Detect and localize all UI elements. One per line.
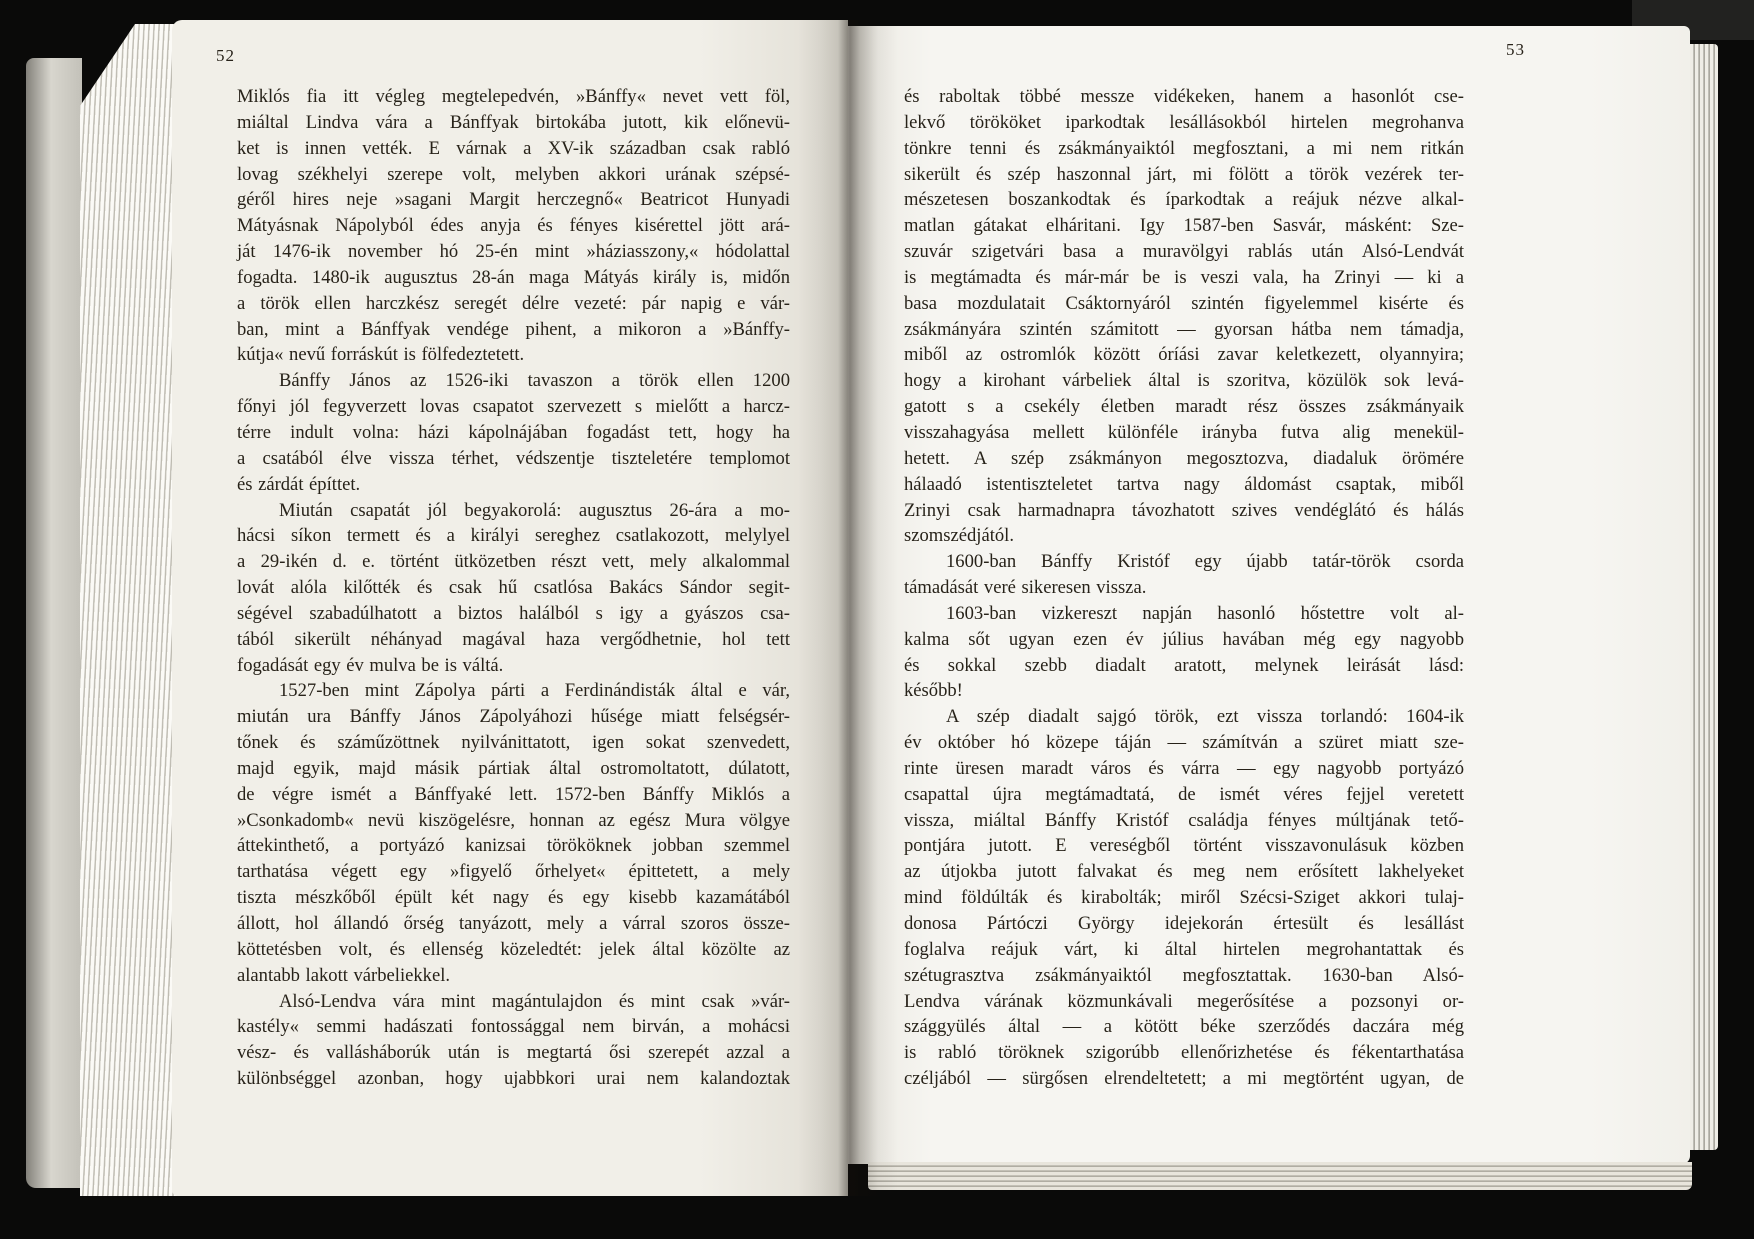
text-line: ségével szabadúlhatott a biztos halálból s igy a gyászos csa-: [237, 602, 790, 624]
right-page-number: 53: [1506, 40, 1525, 59]
text-line: 1603-ban vizkereszt napján hasonló hőstettre volt al-: [946, 602, 1464, 624]
text-line: Miután csapatát jól begyakorolá: augusztus 26-ára a mo-: [279, 499, 790, 521]
left-page-number: 52: [216, 46, 235, 65]
text-line: lovag székhelyi szerepe volt, melyben akkori urának szépsé-: [237, 163, 790, 185]
text-line: 1527-ben mint Zápolya párti a Ferdinándisták által e vár,: [279, 680, 790, 702]
text-line: a török ellen harczkész seregét délre vezeté: pár napig e vár-: [237, 292, 790, 314]
text-line: de végre ismét a Bánffyaké lett. 1572-ben Bánffy Miklós a: [237, 783, 790, 805]
text-line: zsákmányára szintén számitott — gyorsan hátba nem támadja,: [904, 318, 1464, 340]
text-line: hetett. A szép zsákmányon megosztozva, diadaluk örömére: [904, 447, 1464, 469]
text-line: Mátyásnak Nápolyból édes anyja és fényes kisérettel jött ará-: [237, 215, 790, 237]
text-line: rinte üresen maradt város és várra — egy nagyobb portyázó: [904, 757, 1464, 779]
text-line: Zrinyi csak harmadnapra távozhatott szives vendéglátó és hálás: [904, 499, 1464, 521]
text-line: miből az ostromlók között óríási zavar keletkezett, olyannyira;: [904, 344, 1464, 366]
right-page-text: [904, 84, 1464, 1092]
text-line: főnyi jól fegyverzett lovas csapatot szervezett s mielőtt a harcz-: [237, 396, 790, 418]
text-line: foglalva reájuk várt, ki által hirtelen megrohantattak és: [904, 938, 1464, 960]
text-line: és sokkal szebb diadalt aratott, melynek leirását lásd:: [904, 654, 1464, 676]
text-line: hácsi síkon termett és a királyi sereghez csatlakozott, melylyel: [237, 525, 790, 547]
text-line: 1600-ban Bánffy Kristóf egy újabb tatár-török csorda: [946, 551, 1464, 573]
text-line: szétugrasztva zsákmányaiktól megfosztattak. 1630-ban Alsó-: [904, 964, 1464, 986]
text-line: ket is innen vették. E várnak a XV-ik században csak rabló: [237, 137, 790, 159]
text-line: vissza, miáltal Bánffy Kristóf családja fényes múltjának tető-: [904, 809, 1464, 831]
book-cover-edge: [26, 58, 82, 1188]
text-line: mészetesen boszankodtak és íparkodtak a reájuk nézve alkal-: [904, 189, 1464, 211]
text-line: csapattal újra megtámadtatá, de ismét véres fejjel veretett: [904, 783, 1464, 805]
text-line: ban, mint a Bánffyak vendége pihent, a mikoron a »Bánffy-: [237, 318, 790, 340]
text-line: a csatából élve vissza térhet, védszentje tiszteletére templomot: [237, 447, 790, 469]
text-line: később!: [904, 680, 963, 702]
text-line: kalma sőt ugyan ezen év július havában még egy nagyobb: [904, 628, 1464, 650]
text-line: basa mozdulatait Csáktornyáról szintén figyelemmel kisérte és: [904, 292, 1464, 314]
text-line: vész- és vallásháborúk után is megtartá ősi szerepét azzal a: [237, 1042, 790, 1064]
page-stack-bottom: [868, 1162, 1692, 1190]
page-stack-right: [1690, 44, 1718, 1150]
text-line: támadását veré sikeresen vissza.: [904, 577, 1147, 599]
text-line: majd egyik, majd másik pártiak által ostromoltatott, dúlatott,: [237, 757, 790, 779]
text-line: mind földúlták és kirabolták; miről Szécsi-Sziget akkori tulaj-: [904, 887, 1464, 909]
page-stack-left: [80, 24, 180, 1196]
text-line: tarthatása végett egy »figyelő őrhelyet« épittetett, a mely: [237, 861, 790, 883]
text-line: szuvár szigetvári basa a muravölgyi rablás után Alsó-Lendvát: [904, 241, 1464, 263]
text-line: tönkre tenni és zsákmányaiktól megfosztani, a mi nem ritkán: [904, 137, 1464, 159]
text-line: is rabló töröknek szigorúbb ellenőrizhetése és fékentarthatása: [904, 1042, 1464, 1064]
text-line: Lendva várának közmunkávali megerősítése a pozsonyi or-: [904, 990, 1464, 1012]
text-line: térre indult volna: házi kápolnájában fogadást tett, hogy ha: [237, 421, 790, 443]
text-line: a 29-ikén d. e. történt ütközetben részt vett, mely alkalommal: [237, 551, 790, 573]
text-line: tából sikerült néhányad magával haza vergődhetnie, hol tett: [237, 628, 790, 650]
text-line: sikerült és szép haszonnal járt, mi fölött a török vezérek ter-: [904, 163, 1464, 185]
text-line: is megtámadta és már-már be is veszi vala, ha Zrinyi — ki a: [904, 266, 1464, 288]
text-line: fogadását egy év mulva be is váltá.: [237, 654, 504, 676]
text-line: köttetésben volt, és ellenség közeledtét: jelek által közölte az: [237, 938, 790, 960]
text-line: gatott s a csekély életben maradt rész összes zsákmányaik: [904, 396, 1464, 418]
text-line: lekvő törököket iparkodtak lesállásokból hirtelen megrohanva: [904, 111, 1464, 133]
text-line: tőnek és száműzöttnek nyilvánittatott, igen sokat szenvedett,: [237, 732, 790, 754]
text-line: Miklós fia itt végleg megtelepedvén, »Bánffy« nevet vett föl,: [237, 86, 790, 107]
text-line: hálaadó istentiszteletet tartva nagy áldomást csaptak, miből: [904, 473, 1464, 495]
text-line: hogy a kirohant várbeliek által is szoritva, közülök sok levá-: [904, 370, 1464, 392]
text-line: Bánffy János az 1526-iki tavaszon a török ellen 1200: [279, 370, 790, 392]
left-page-text: [237, 84, 790, 1092]
text-line: alantabb lakott várbeliekkel.: [237, 964, 451, 986]
text-line: visszahagyása mellett különféle irányba futva alig menekül-: [904, 421, 1464, 443]
text-line: szággyülés által — a kötött béke szerződés daczára még: [904, 1016, 1464, 1038]
text-line: az útjokba jutott falvakat és meg nem erősített lakhelyeket: [904, 861, 1464, 883]
text-line: miután ura Bánffy János Zápolyáhozi hűsége miatt felségsér-: [237, 706, 790, 728]
text-line: A szép diadalt sajgó török, ezt vissza torlandó: 1604-ik: [946, 706, 1464, 728]
text-line: ját 1476-ik november hó 25-én mint »háziasszony,« hódolattal: [237, 241, 790, 263]
text-line: különbséggel azonban, hogy ujabbkori urai nem kalandoztak: [237, 1068, 790, 1090]
text-line: czéljából — sürgősen elrendeltetett; a mi megtörtént ugyan, de: [904, 1068, 1464, 1090]
text-line: állott, hol állandó őrség tanyázott, mely a várral szoros össze-: [237, 913, 790, 934]
text-line: fogadta. 1480-ik augusztus 28-án maga Mátyás király is, midőn: [237, 266, 790, 288]
text-line: kastély« semmi hadászati fontossággal nem birván, a mohácsi: [237, 1016, 790, 1038]
text-line: év október hó közepe táján — számítván a szüret miatt sze-: [904, 732, 1464, 754]
text-line: matlan gátakat elháritani. Igy 1587-ben Sasvár, másként: Sze-: [904, 215, 1464, 237]
text-line: és raboltak többé messze vidékeken, hanem a hasonlót cse-: [904, 86, 1464, 107]
text-line: és zárdát építtet.: [237, 473, 361, 495]
text-line: tiszta mészkőből épült két nagy és egy kisebb kazamátából: [237, 887, 790, 909]
text-line: kútja« nevű forráskút is fölfedeztetett.: [237, 344, 525, 366]
text-line: géről hires neje »sagani Margit herczegnő« Beatricot Hunyadi: [237, 189, 790, 211]
text-line: miáltal Lindva vára a Bánffyak birtokába jutott, kik előnevü-: [237, 111, 790, 133]
text-line: szomszédjától.: [904, 525, 1014, 547]
text-line: donosa Pártóczi György idejekorán értesült és lesállást: [904, 913, 1464, 934]
text-line: »Csonkadomb« nevü kiszögelésre, honnan az egész Mura völgye: [237, 809, 790, 831]
text-line: Alsó-Lendva vára mint magántulajdon és mint csak »vár-: [279, 990, 790, 1012]
text-line: áttekinthető, a portyázó kanizsai törököknek jobban szemmel: [237, 835, 790, 857]
text-line: lovát alóla kilőtték és csak hű csatlósa Bakács Sándor segit-: [237, 577, 790, 599]
text-line: pontjára jutott. E vereségből történt visszavonulásuk közben: [904, 835, 1464, 857]
